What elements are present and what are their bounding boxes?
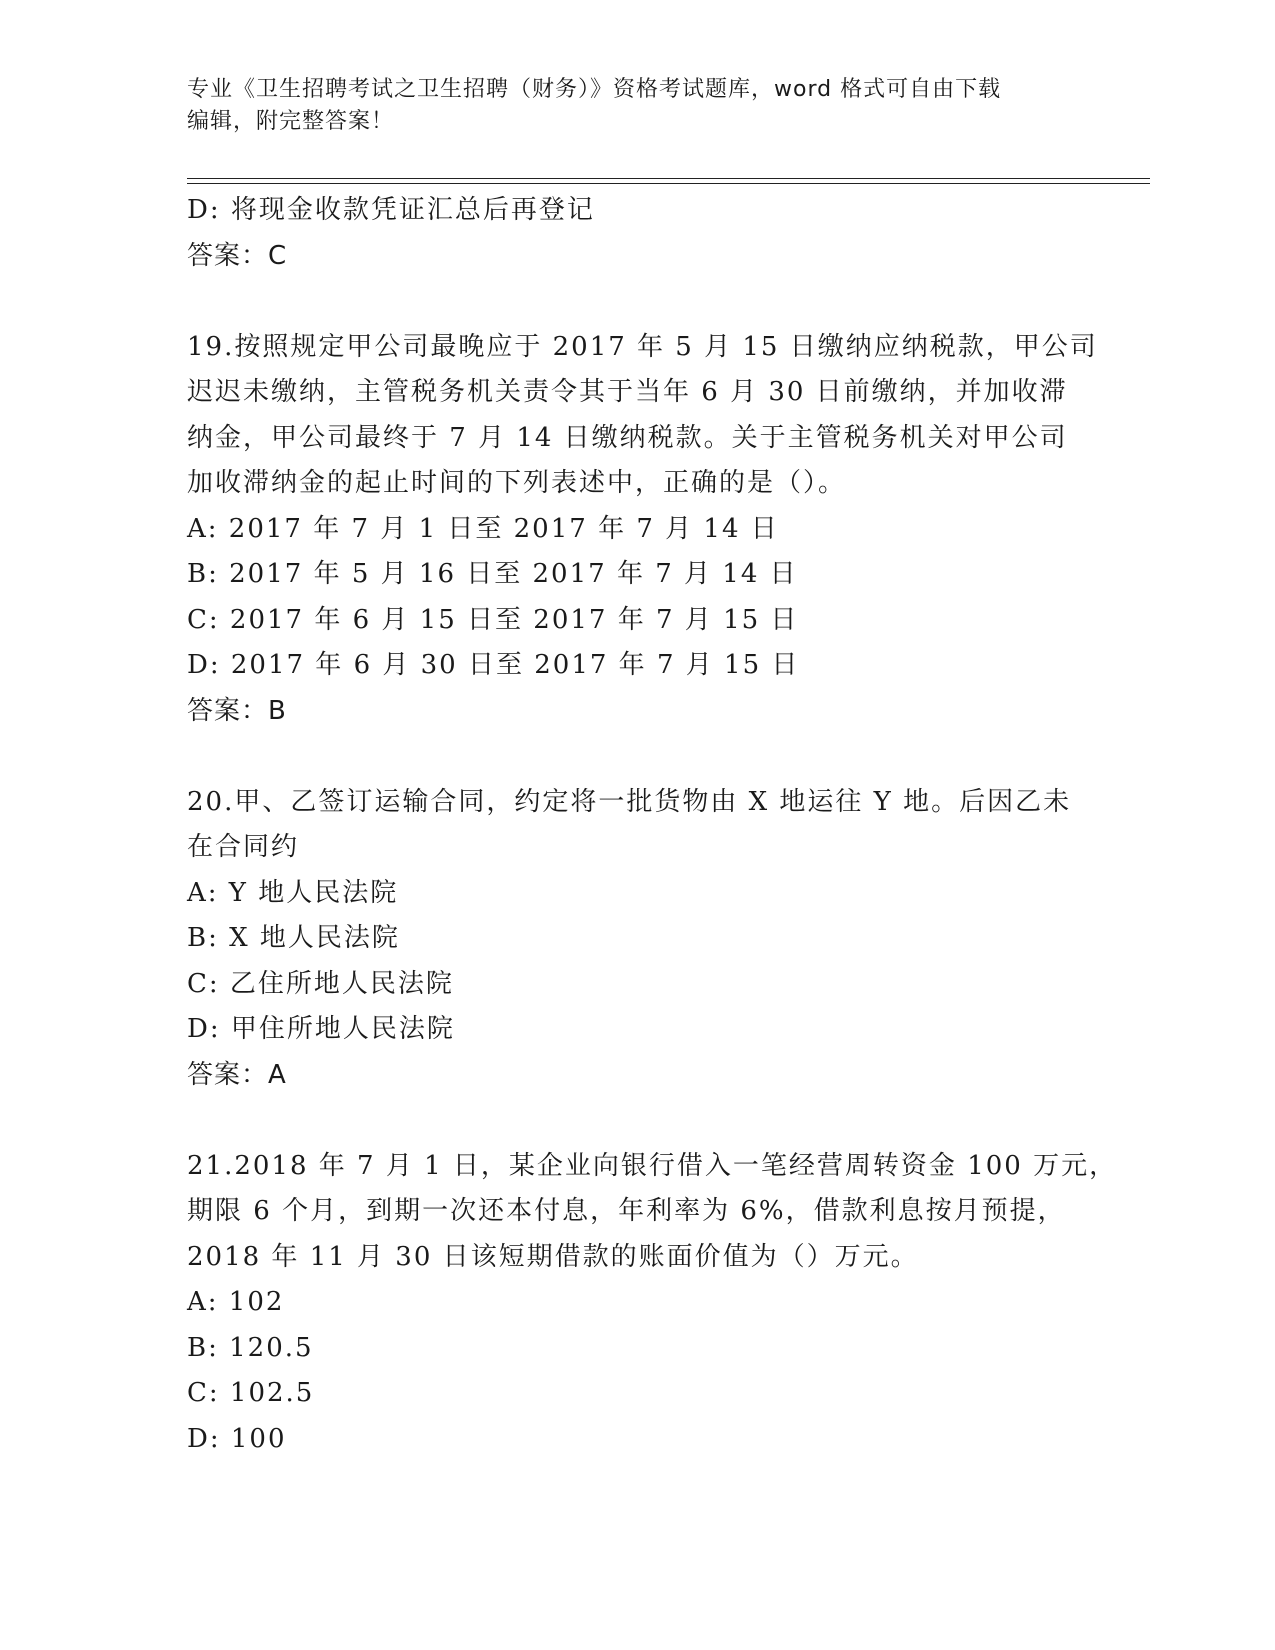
question-20 (187, 780, 1087, 1099)
question-stem-line: 纳金，甲公司最终于 7 月 14 日缴纳税款。关于主管税务机关对甲公司 (187, 422, 1068, 453)
option-b: B: 120.5 (187, 1332, 314, 1363)
option-d: D: 100 (187, 1423, 287, 1454)
question-stem-line: 期限 6 个月，到期一次还本付息，年利率为 6%，借款利息按月预提， (187, 1196, 1066, 1226)
question-19 (187, 325, 1098, 735)
option-a: A: Y 地人民法院 (187, 877, 399, 908)
question-stem-line: 19.按照规定甲公司最晚应于 2017 年 5 月 15 日缴纳应纳税款，甲公司 (187, 331, 1098, 362)
spacer (187, 279, 1087, 325)
option-a: A: 102 (187, 1287, 285, 1317)
option-d: D: 2017 年 6 月 30 日至 2017 年 7 月 15 日 (187, 650, 800, 680)
answer: 答案：B (187, 695, 287, 726)
option-c: C: 102.5 (187, 1378, 315, 1408)
option-c: C: 2017 年 6 月 15 日至 2017 年 7 月 15 日 (187, 604, 799, 635)
option-c: C: 乙住所地人民法院 (187, 968, 454, 999)
question-stem-line: 21.2018 年 7 月 1 日，某企业向银行借入一笔经营周转资金 100 万元， (187, 1150, 1118, 1181)
question-18 (187, 188, 1087, 279)
option-a: A: 2017 年 7 月 1 日至 2017 年 7 月 14 日 (187, 513, 779, 544)
question-stem-line: 2018 年 11 月 30 日该短期借款的账面价值为（）万元。 (187, 1241, 919, 1272)
question-stem-line: 迟迟未缴纳，主管税务机关责令其于当年 6 月 30 日前缴纳，并加收滞 (187, 377, 1068, 407)
header-divider-top (187, 178, 1150, 179)
spacer (187, 734, 1087, 780)
spacer (187, 1098, 1087, 1144)
option-b: B: 2017 年 5 月 16 日至 2017 年 7 月 14 日 (187, 559, 798, 589)
document-header (187, 74, 1067, 138)
question-21 (187, 1144, 1118, 1463)
question-stem-line: 在合同约 (187, 832, 300, 862)
header-divider-bottom (187, 183, 1150, 184)
option-d: D: 将现金收款凭证汇总后再登记 (187, 195, 595, 225)
header-line-2: 编辑，附完整答案！ (187, 109, 395, 134)
header-line-1: 专业《卫生招聘考试之卫生招聘（财务）》资格考试题库，word 格式可自由下载 (187, 77, 1002, 102)
option-d: D: 甲住所地人民法院 (187, 1014, 455, 1044)
answer: 答案：C (187, 240, 288, 271)
answer: 答案：A (187, 1059, 287, 1090)
option-b: B: X 地人民法院 (187, 923, 400, 953)
question-stem-line: 20.甲、乙签订运输合同，约定将一批货物由 X 地运往 Y 地。后因乙未 (187, 786, 1072, 817)
question-content (187, 188, 1118, 1462)
question-stem-line: 加收滞纳金的起止时间的下列表述中，正确的是（）。 (187, 468, 847, 498)
